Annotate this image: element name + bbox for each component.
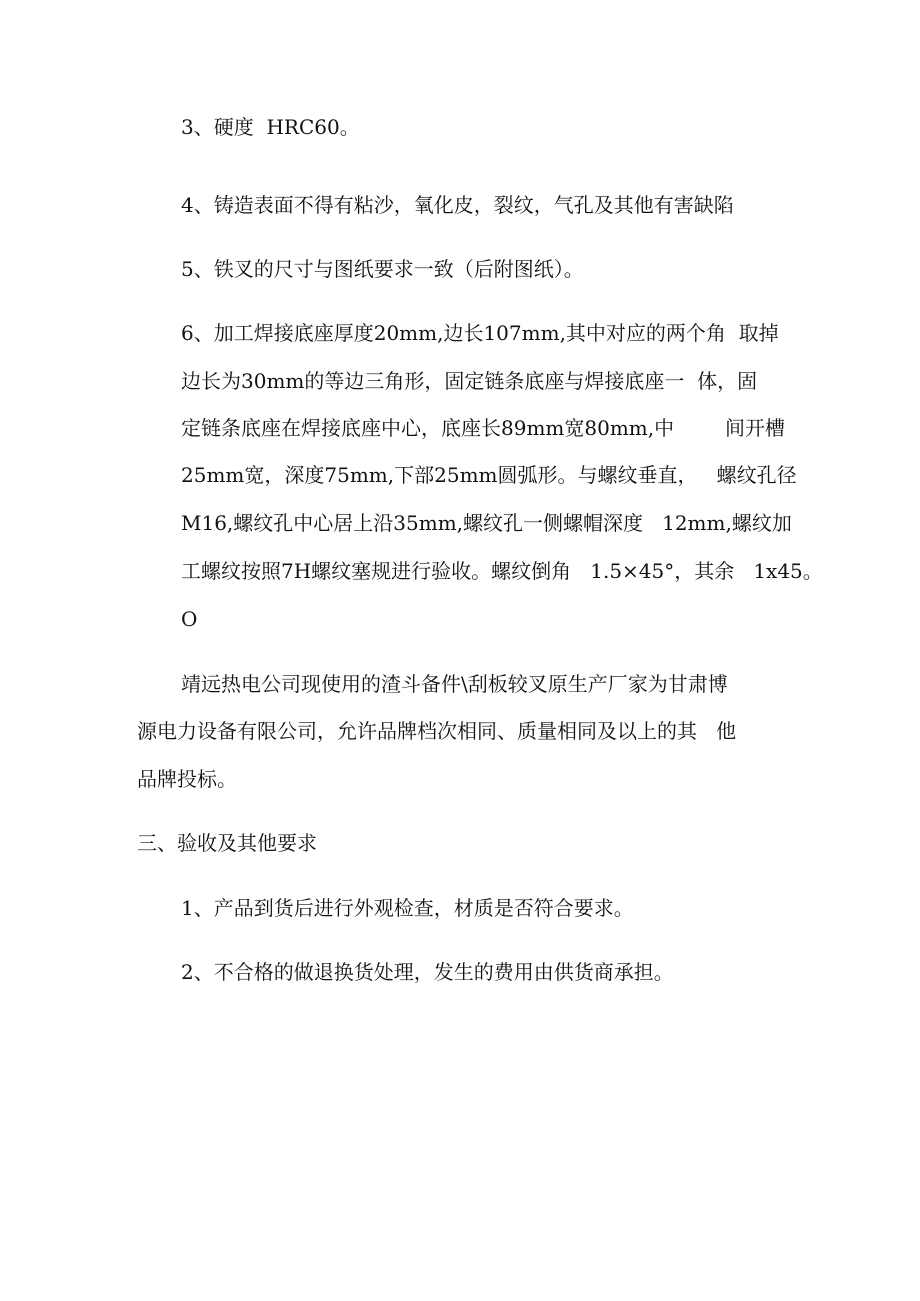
item-6-line: O <box>181 607 198 631</box>
requirement-item-5: 5、铁叉的尺寸与图纸要求一致（后附图纸）。 <box>181 257 584 281</box>
paragraph-line: 源电力设备有限公司，允许品牌档次相同、质量相同及以上的其 他 <box>137 719 737 743</box>
acceptance-item-1: 1、产品到货后进行外观检查，材质是否符合要求。 <box>181 896 634 920</box>
item-6-line: M16,螺纹孔中心居上沿35mm,螺纹孔一侧螺帽深度 12mm,螺纹加 <box>181 511 792 535</box>
item-6-line: 边长为30mm的等边三角形，固定链条底座与焊接底座一 体，固 <box>181 369 758 393</box>
item-6-line: 定链条底座在焊接底座中心，底座长89mm宽80mm,中 间开槽 <box>181 416 785 440</box>
item-6-line: 6、加工焊接底座厚度20mm,边长107mm,其中对应的两个角 取掉 <box>181 321 779 345</box>
section-heading: 三、验收及其他要求 <box>137 831 317 855</box>
paragraph-line: 品牌投标。 <box>137 767 237 791</box>
paragraph-line: 靖远热电公司现使用的渣斗备件\刮板较叉原生产厂家为甘肃博 <box>181 672 728 696</box>
requirement-item-4: 4、铸造表面不得有粘沙，氧化皮，裂纹，气孔及其他有害缺陷 <box>181 193 734 217</box>
item-6-line: 25mm宽，深度75mm,下部25mm圆弧形。与螺纹垂直， 螺纹孔径 <box>181 463 797 487</box>
requirement-item-3: 3、硬度 HRC60。 <box>181 115 360 139</box>
acceptance-item-2: 2、不合格的做退换货处理，发生的费用由供货商承担。 <box>181 960 674 984</box>
item-6-line: 工螺纹按照7H螺纹塞规进行验收。螺纹倒角 1.5×45°，其余 1x45。 <box>181 559 823 583</box>
